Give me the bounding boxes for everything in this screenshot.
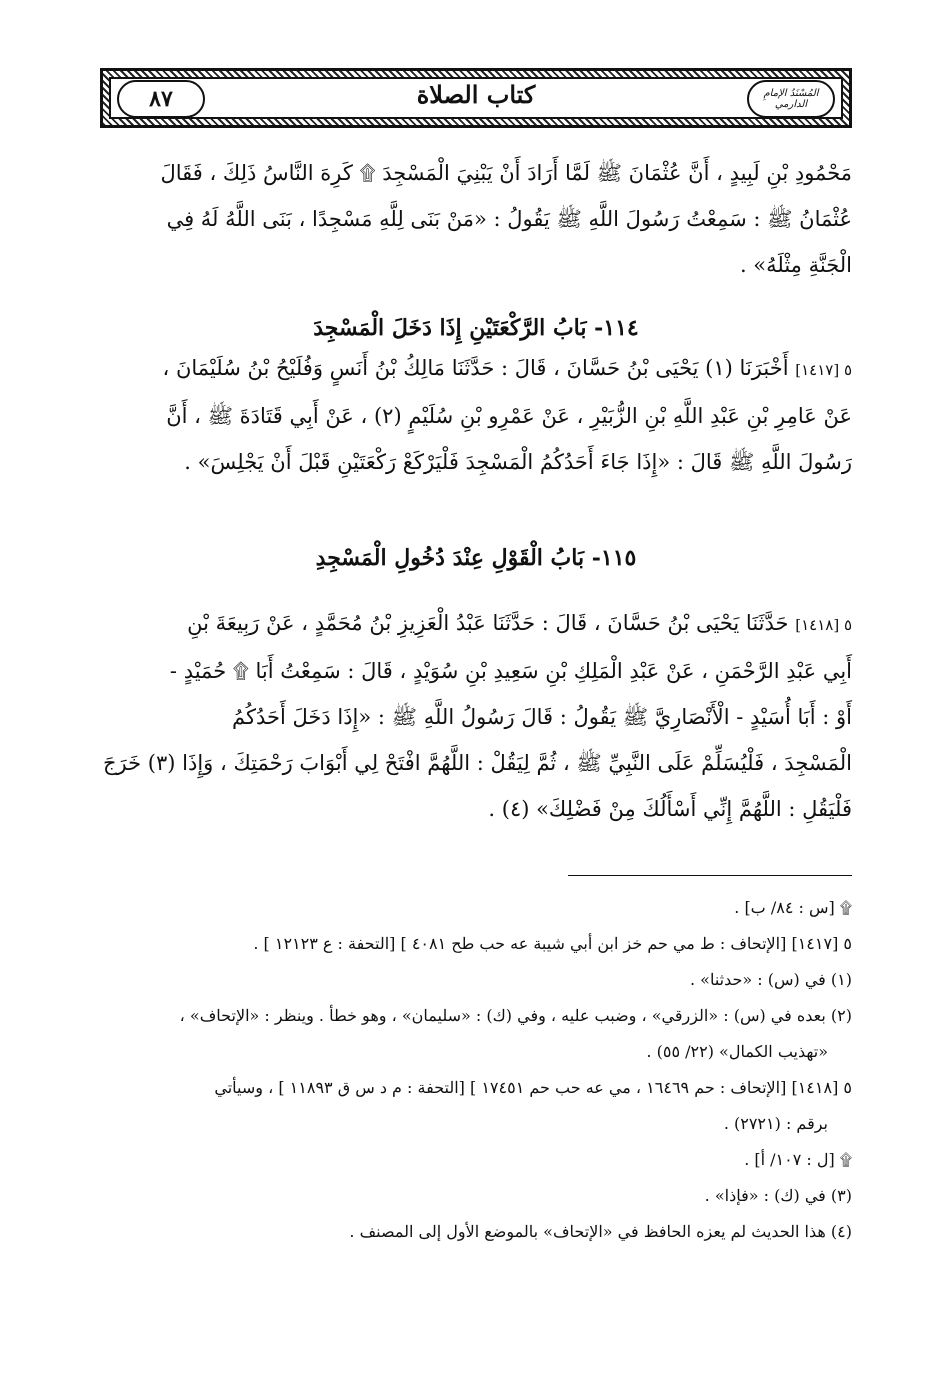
footnote-item: «تهذيب الكمال» (٢٢/ ٥٥) . — [646, 1042, 828, 1061]
footnote-item: (٢) بعده في (س) : «الزرقي» ، وضبب عليه ، وفي (ك) : «سليمان» ، وهو خطأ . وينظر : «الإتحاف» ، — [179, 1006, 852, 1025]
footnote-item: (١) في (س) : «حدثنا» . — [689, 970, 852, 989]
page-number: ٨٧ — [149, 86, 173, 112]
hadith-1417-line-1 — [100, 345, 852, 393]
footnote-item: ۩ [س : ٨٤/ ب] . — [734, 898, 852, 917]
hadith-1417 — [100, 345, 852, 485]
footnote-item: ٥ [١٤١٨] [الإتحاف : حم ١٦٤٦٩ ، مي عه حب حم ١٧٤٥١ ] [التحفة : م د س ق ١١٨٩٣ ] ، وسيأتي — [214, 1078, 852, 1097]
hadith-1417-line-2: عَنْ عَامِرِ بْنِ عَبْدِ اللَّهِ بْنِ الزُّبَيْرِ ، عَنْ عَمْرِو بْنِ سُلَيْمٍ (٢) ، عَنْ أَبِي قَتَادَةَ ﷺ ، أَنَّ — [166, 404, 852, 428]
running-title: كتاب الصلاة — [416, 80, 536, 109]
page-number-cartouche — [117, 80, 205, 118]
footnotes — [100, 890, 852, 1250]
hadith-1418-line-2: أَبِي عَبْدِ الرَّحْمَنِ ، عَنْ عَبْدِ الْمَلِكِ بْنِ سَعِيدِ بْنِ سُوَيْدٍ ، قَالَ : سَمِعْتُ أَبَا ۩ حُمَيْدٍ - — [169, 659, 852, 683]
hadith-1418-line-3: أَوْ : أَبَا أُسَيْدٍ - الْأَنْصَارِيَّ ﷺ يَقُولُ : قَالَ رَسُولُ اللَّهِ ﷺ : «إِذَا دَخَلَ أَحَدُكُمُ — [231, 705, 852, 729]
intro-line-2: عُثْمَانُ ﷺ : سَمِعْتُ رَسُولَ اللَّهِ ﷺ يَقُولُ : «مَنْ بَنَى لِلَّهِ مَسْجِدًا ، بَنَى اللَّهُ لَهُ فِي — [166, 207, 852, 231]
hadith-1417-line-3: رَسُولَ اللَّهِ ﷺ قَالَ : «إِذَا جَاءَ أَحَدُكُمُ الْمَسْجِدَ فَلْيَرْكَعْ رَكْعَتَيْنِ قَبْلَ أَنْ يَجْلِسَ» . — [184, 450, 852, 474]
intro-line-1: مَحْمُودِ بْنِ لَبِيدٍ ، أَنَّ عُثْمَانَ ﷺ لَمَّا أَرَادَ أَنْ يَبْنِيَ الْمَسْجِدَ ۩ كَرِهَ النَّاسُ ذَلِكَ ، فَقَالَ — [160, 161, 852, 185]
footnote-divider — [568, 875, 852, 876]
logo-icon: المُسْنَدُ الإمامِ الدارمي — [763, 88, 819, 110]
logo-cartouche — [747, 80, 835, 118]
hadith-1418-marker: ٥ [١٤١٨] — [795, 616, 852, 634]
intro-paragraph — [100, 150, 852, 288]
hadith-1418-text-1: حَدَّثَنَا يَحْيَى بْنُ حَسَّانَ ، قَالَ : حَدَّثَنَا عَبْدُ الْعَزِيزِ بْنُ مُحَمَّدٍ ، عَنْ رَبِيعَةَ بْنِ — [187, 611, 789, 635]
footnote-item: (٣) في (ك) : «فإذا» . — [704, 1186, 852, 1205]
intro-line-3: الْجَنَّةِ مِثْلَهُ» . — [739, 253, 852, 277]
footnote-item: ٥ [١٤١٧] [الإتحاف : ط مي حم خز ابن أبي شيبة عه حب طح ٤٠٨١ ] [التحفة : ع ١٢١٢٣ ] . — [253, 934, 852, 953]
footnote-item: (٤) هذا الحديث لم يعزه الحافظ في «الإتحاف» بالموضع الأول إلى المصنف . — [349, 1222, 852, 1241]
hadith-1418-line-4: الْمَسْجِدَ ، فَلْيُسَلِّمْ عَلَى النَّبِيِّ ﷺ ، ثُمَّ لِيَقُلْ : اللَّهُمَّ افْتَحْ لِي أَبْوَابَ رَحْمَتِكَ ، وَإِذَا (٣) خَرَجَ — [103, 751, 852, 775]
chapter-114-heading: ١١٤- بَابُ الرَّكْعَتَيْنِ إِذَا دَخَلَ الْمَسْجِدَ — [313, 315, 639, 341]
page-header — [100, 68, 852, 128]
hadith-1418-line-5: فَلْيَقُلِ : اللَّهُمَّ إِنِّي أَسْأَلُكَ مِنْ فَضْلِكَ» (٤) . — [488, 797, 852, 821]
hadith-1418 — [100, 600, 852, 832]
hadith-1418-line-1 — [100, 600, 852, 648]
footnote-item: برقم : (٢٧٢١) . — [723, 1114, 828, 1133]
chapter-115-heading: ١١٥- بَابُ الْقَوْلِ عِنْدَ دُخُولِ الْمَسْجِدِ — [315, 545, 637, 571]
footnote-item: ۩ [ل : ١٠٧/ أ] . — [744, 1150, 852, 1169]
hadith-1417-text-1: أَخْبَرَنَا (١) يَحْيَى بْنُ حَسَّانَ ، قَالَ : حَدَّثَنَا مَالِكُ بْنُ أَنَسٍ وَفُلَيْحُ بْنُ سُلَيْمَانَ ، — [162, 356, 789, 380]
hadith-1417-marker: ٥ [١٤١٧] — [795, 361, 852, 379]
